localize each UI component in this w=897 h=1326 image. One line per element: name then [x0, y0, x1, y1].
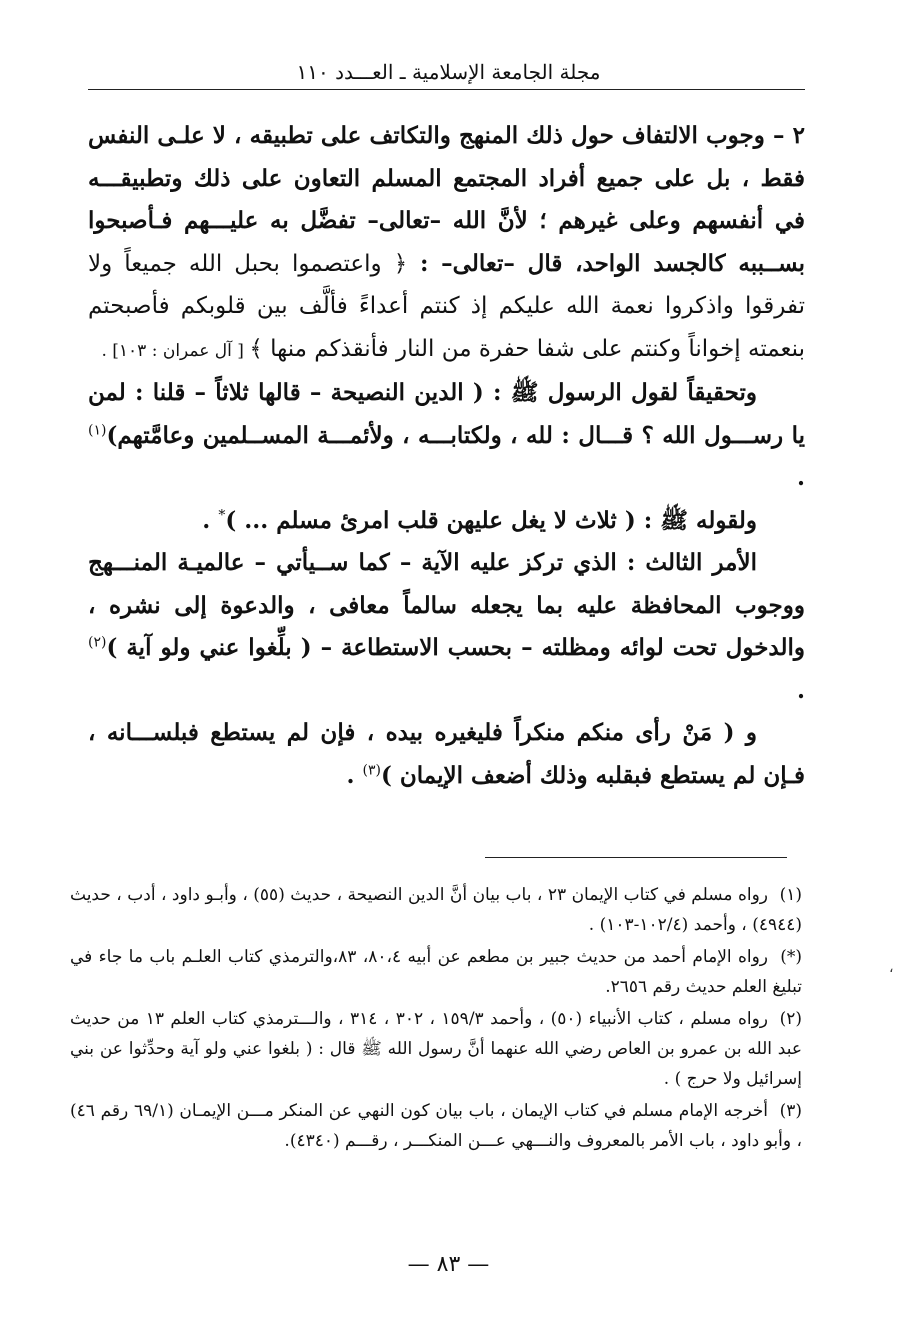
footnote-star [70, 942, 802, 1002]
paragraph-3 [88, 500, 805, 543]
footnote-ref-3[interactable]: (٣) [362, 761, 382, 778]
main-text [88, 115, 805, 797]
footnote-2 [70, 1004, 802, 1094]
paragraph-1 [88, 115, 805, 372]
paragraph-end: . [202, 506, 219, 534]
footnote-3 [70, 1096, 802, 1156]
footnote-mark: (*) [780, 947, 803, 967]
footnote-text: أخرجه الإمام مسلم في كتاب الإيمان ، باب بيان كون النهي عن المنكر مـــن الإيمـان (٦٩/١ رقم ٤٦) ، وأبو داود ، باب الأمر بالمعروف والنـــهي عـــن المنكـــر ، رقـــم (٤٣٤٠). [70, 1101, 802, 1151]
paragraph-2 [88, 372, 805, 500]
footnote-rule [485, 857, 787, 858]
paragraph-text: الأمر الثالث : الذي تركز عليه الآية – كما ســيأتي – عالميـة المنـــهج ووجوب المحافظة عليه بما يجعله سالماً معافى ، والدعوة إلى نشره ، والدخول تحت لوائه ومظلته – بحسب الاستطاعة – ( بلِّغوا عني ولو آية ) [88, 549, 805, 661]
footnote-mark: (٣) [779, 1101, 802, 1121]
verse-reference: [ آل عمران : ١٠٣] . [101, 340, 250, 361]
footnote-1 [70, 880, 802, 940]
footnote-text: رواه مسلم في كتاب الإيمان ٢٣ ، باب بيان أنَّ الدين النصيحة ، حديث (٥٥) ، وأبـو داود ، أدب ، حديث (٤٩٤٤) ، وأحمد (١٠٢/٤-١٠٣) . [70, 885, 802, 935]
footnotes [70, 880, 802, 1158]
paragraph-end: . [346, 761, 363, 789]
margin-mark: ، [889, 960, 894, 976]
footnote-mark: (١) [779, 885, 802, 905]
paragraph-text: ولقوله ﷺ : ( ثلاث لا يغل عليهن قلب امرئ مسلم ... ) [225, 506, 757, 534]
header-rule [88, 89, 805, 90]
quran-verse: ﴿ واعتصموا بحبل الله جميعاً ولا تفرقوا واذكروا نعمة الله عليكم إذ كنتم أعداءً فألَّف بين قلوبكم فأصبحتم بنعمته إخواناً وكنتم على شفا حفرة من النار فأنقذكم منها ﴾ [88, 250, 805, 362]
footnote-mark: (٢) [779, 1009, 802, 1029]
paragraph-end: . [796, 464, 805, 491]
footnote-ref-1[interactable]: (١) [88, 421, 107, 438]
running-header: مجلة الجامعة الإسلامية ـ العـــدد ١١٠ [296, 60, 601, 84]
paragraph-text: و ( مَنْ رأى منكم منكراً فليغيره بيده ، فإن لم يستطع فبلســـانه ، فـإن لم يستطع فبقلبه وذلك أضعف الإيمان ) [88, 719, 805, 789]
footnote-ref-2[interactable]: (٢) [88, 634, 107, 651]
footnote-text: رواه مسلم ، كتاب الأنبياء (٥٠) ، وأحمد ١٥٩/٣ ، ٣٠٢ ، ٣١٤ ، والـــترمذي كتاب العلم ١٣ من حديث عبد الله بن عمرو بن العاص رضي الله عنهما أنَّ رسول الله ﷺ قال : ( بلغوا عني ولو آية وحدِّثوا عن بني إسرائيل ولا حرج ) . [70, 1009, 802, 1089]
footnote-ref-star[interactable]: * [218, 506, 226, 523]
page-number: — ٨٣ — [407, 1252, 490, 1277]
paragraph-text: ٢ – وجوب الالتفاف حول ذلك المنهج والتكاتف على تطبيقه ، لا علـى النفس فقط ، بل على جميع أفراد المجتمع المسلم التعاون على ذلك وتطبيقـــه في أنفسهم وعلى غيرهم ؛ لأنَّ الله –تعالى– تفضَّل به عليـــهم فـأصبحوا بســببه كالجسد الواحد، قال –تعالى– : [88, 122, 805, 277]
footnote-text: رواه الإمام أحمد من حديث جبير بن مطعم عن أبيه ٨٠،٤، ٨٣،والترمذي كتاب العلـم باب ما جاء في تبليغ العلم حديث رقم ٢٦٥٦. [70, 947, 802, 997]
paragraph-text: وتحقيقاً لقول الرسول ﷺ : ( الدين النصيحة – قالها ثلاثاً – قلنا : لمن يا رســـول الله ؟ قـــال : لله ، ولكتابـــه ، ولأئمـــة المســلمين وعامَّتهم) [88, 379, 805, 449]
paragraph-5 [88, 712, 805, 797]
paragraph-4 [88, 542, 805, 712]
paragraph-end: . [796, 676, 805, 704]
